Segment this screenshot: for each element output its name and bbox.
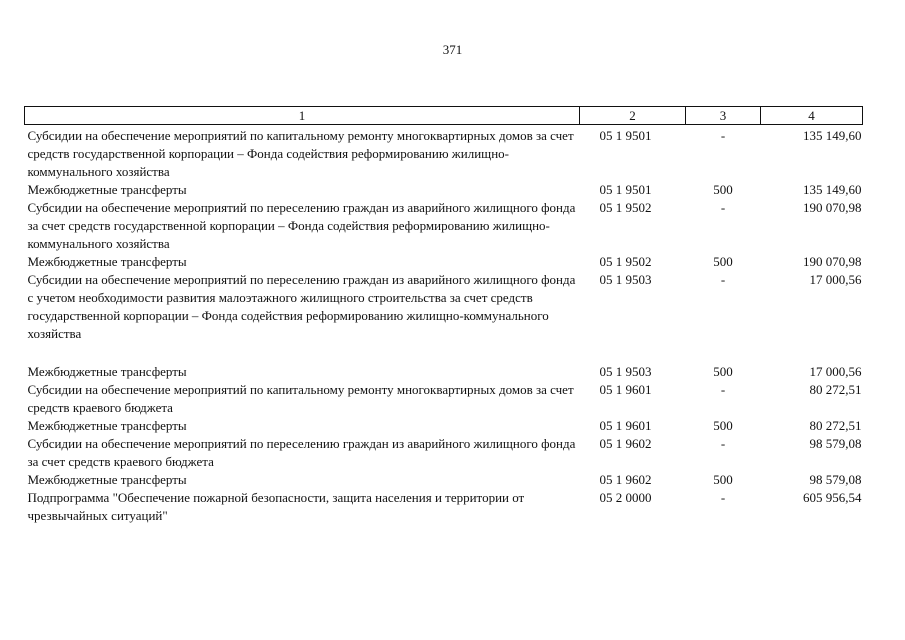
table-row [25, 181, 863, 199]
row-name: Межбюджетные трансферты [27, 182, 187, 197]
row-name: Субсидии на обеспечение мероприятий по переселению граждан из аварийного жилищного фонда за счет средств краевого бюджета [27, 436, 576, 469]
row-type: 500 [713, 418, 733, 433]
row-code: 05 1 9503 [599, 272, 652, 287]
table-row [25, 381, 863, 417]
row-type: - [720, 200, 726, 215]
row-type: 500 [713, 472, 733, 487]
row-code: 05 1 9602 [599, 436, 652, 451]
page-number: 371 [442, 42, 463, 57]
row-type: 500 [713, 364, 733, 379]
table-row [25, 435, 863, 471]
row-type: - [720, 382, 726, 397]
row-type: 500 [713, 182, 733, 197]
row-amount: 17 000,56 [809, 364, 862, 379]
row-name: Межбюджетные трансферты [27, 364, 187, 379]
row-name: Межбюджетные трансферты [27, 254, 187, 269]
table-row [25, 253, 863, 271]
column-header-1: 1 [25, 107, 580, 125]
row-amount: 190 070,98 [803, 200, 862, 215]
row-code: 05 1 9503 [599, 364, 652, 379]
row-amount: 605 956,54 [803, 490, 862, 505]
row-code: 05 1 9501 [599, 128, 652, 143]
column-header-4: 4 [761, 107, 863, 125]
budget-table [24, 106, 863, 525]
column-header-2: 2 [580, 107, 686, 125]
row-code: 05 2 0000 [599, 490, 652, 505]
row-code: 05 1 9502 [599, 200, 652, 215]
row-code: 05 1 9501 [599, 182, 652, 197]
row-type: - [720, 272, 726, 287]
row-code: 05 1 9602 [599, 472, 652, 487]
row-amount: 98 579,08 [809, 472, 862, 487]
row-code: 05 1 9601 [599, 382, 652, 397]
column-header-3: 3 [686, 107, 761, 125]
table-row [25, 271, 863, 363]
row-type: - [720, 436, 726, 451]
row-amount: 17 000,56 [809, 272, 862, 287]
table-row [25, 199, 863, 253]
row-amount: 135 149,60 [803, 182, 862, 197]
table-row [25, 417, 863, 435]
row-amount: 98 579,08 [809, 436, 862, 451]
row-code: 05 1 9601 [599, 418, 652, 433]
row-name: Субсидии на обеспечение мероприятий по переселению граждан из аварийного жилищного фонда за счет средств государственной корпорации – Фонда содействия реформированию жилищно-коммунального хозяйства [27, 200, 576, 251]
row-amount: 190 070,98 [803, 254, 862, 269]
row-name: Подпрограмма "Обеспечение пожарной безопасности, защита населения и территории от чрезвычайных ситуаций" [27, 490, 525, 523]
table-row [25, 125, 863, 182]
table-row [25, 471, 863, 489]
row-name: Субсидии на обеспечение мероприятий по капитальному ремонту многоквартирных домов за счет средств государственной корпорации – Фонда содействия реформированию жилищно-коммунального хозяйства [27, 128, 574, 179]
row-type: - [720, 490, 726, 505]
row-name: Субсидии на обеспечение мероприятий по переселению граждан из аварийного жилищного фонда с учетом необходимости развития малоэтажного жилищного строительства за счет средств государственной корпорации – Фонда содействия реформированию жилищно-коммунального хозяйства [27, 272, 576, 341]
row-name: Межбюджетные трансферты [27, 418, 187, 433]
table-row [25, 363, 863, 381]
row-type: - [720, 128, 726, 143]
row-name: Субсидии на обеспечение мероприятий по капитальному ремонту многоквартирных домов за счет средств краевого бюджета [27, 382, 574, 415]
table-header-row [25, 107, 863, 125]
table-row [25, 489, 863, 525]
row-name: Межбюджетные трансферты [27, 472, 187, 487]
row-amount: 80 272,51 [809, 382, 862, 397]
row-amount: 135 149,60 [803, 128, 862, 143]
row-type: 500 [713, 254, 733, 269]
row-code: 05 1 9502 [599, 254, 652, 269]
row-amount: 80 272,51 [809, 418, 862, 433]
